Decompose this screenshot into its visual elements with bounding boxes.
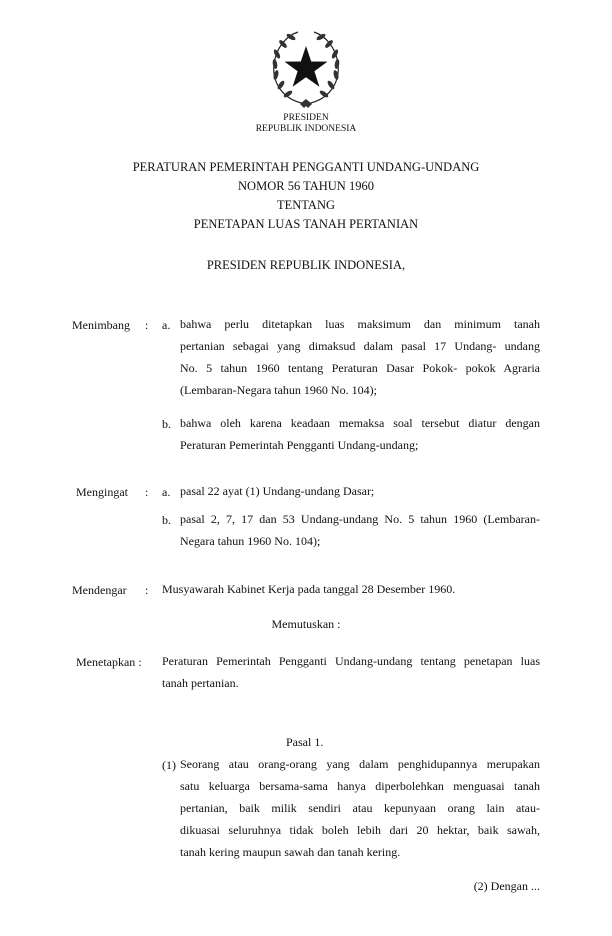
menimbang-item-b-letter: b. (162, 417, 171, 431)
page-continuation: (2) Dengan ... (473, 879, 540, 893)
text-line: Negara tahun 1960 No. 104); (180, 534, 321, 548)
menimbang-item-b-text (180, 412, 540, 456)
mendengar-colon: : (145, 583, 149, 597)
memutuskan-heading: Memutuskan : (271, 617, 341, 631)
text-line: Peraturan Pemerintah Pengganti Undang-undang; (180, 438, 419, 452)
menimbang-label: Menimbang (72, 318, 130, 332)
text-line: pertanian, baik milik sendiri atau kepunyaan orang lain atau- (180, 801, 540, 815)
menimbang-item-a-text (180, 313, 540, 401)
header-republik: REPUBLIK INDONESIA (255, 124, 357, 134)
mengingat-item-b-text (180, 508, 540, 552)
menetapkan-label: Menetapkan : (76, 655, 142, 669)
mendengar-label: Mendengar (72, 583, 127, 597)
pasal-1-ayat-number: (1) (162, 758, 176, 772)
text-line: dikuasai seluruhnya tidak boleh lebih dari 20 hektar, baik sawah, (180, 823, 540, 837)
mengingat-item-a-letter: a. (162, 485, 171, 499)
pasal-1-ayat-1-text (180, 753, 540, 863)
text-line: tanah kering maupun sawah dan tanah kering. (180, 845, 401, 859)
title-line-4: PENETAPAN LUAS TANAH PERTANIAN (193, 217, 419, 231)
menimbang-item-a-letter: a. (162, 318, 171, 332)
text-line: No. 5 tahun 1960 tentang Peraturan Dasar Pokok- pokok Agraria (180, 361, 540, 375)
mengingat-item-a-text (180, 480, 540, 502)
mengingat-item-b-letter: b. (162, 513, 171, 527)
header-presiden: PRESIDEN (283, 113, 329, 123)
title-line-2: NOMOR 56 TAHUN 1960 (238, 179, 374, 193)
text-line: (Lembaran-Negara tahun 1960 No. 104); (180, 383, 377, 397)
title-line-1: PERATURAN PEMERINTAH PENGGANTI UNDANG-UNDANG (132, 160, 480, 174)
menetapkan-text (162, 650, 540, 694)
text-line: Peraturan Pemerintah Pengganti Undang-undang tentang penetapan luas (162, 654, 540, 668)
text-line: pasal 22 ayat (1) Undang-undang Dasar; (180, 484, 375, 498)
text-line: Musyawarah Kabinet Kerja pada tanggal 28 Desember 1960. (162, 582, 456, 596)
text-line: tanah pertanian. (162, 676, 239, 690)
title-line-3: TENTANG (276, 198, 335, 212)
garuda-emblem-icon (268, 24, 344, 112)
menimbang-colon: : (145, 318, 149, 332)
mendengar-text (162, 578, 542, 600)
pasal-1-heading: Pasal 1. (286, 735, 324, 749)
issuer-heading: PRESIDEN REPUBLIK INDONESIA, (206, 258, 406, 272)
text-line: pasal 2, 7, 17 dan 53 Undang-undang No. 5 tahun 1960 (Lembaran- (180, 512, 540, 526)
mengingat-label: Mengingat (76, 485, 128, 499)
text-line: satu keluarga bersama-sama hanya diperbolehkan menguasai tanah (180, 779, 540, 793)
mengingat-colon: : (145, 485, 149, 499)
text-line: pertanian sebagai yang dimaksud dalam pasal 17 Undang- undang (180, 339, 540, 353)
text-line: bahwa oleh karena keadaan memaksa soal tersebut diatur dengan (180, 416, 540, 430)
text-line: Seorang atau orang-orang yang dalam penghidupannya merupakan (180, 757, 540, 771)
text-line: bahwa perlu ditetapkan luas maksimum dan minimum tanah (180, 317, 540, 331)
